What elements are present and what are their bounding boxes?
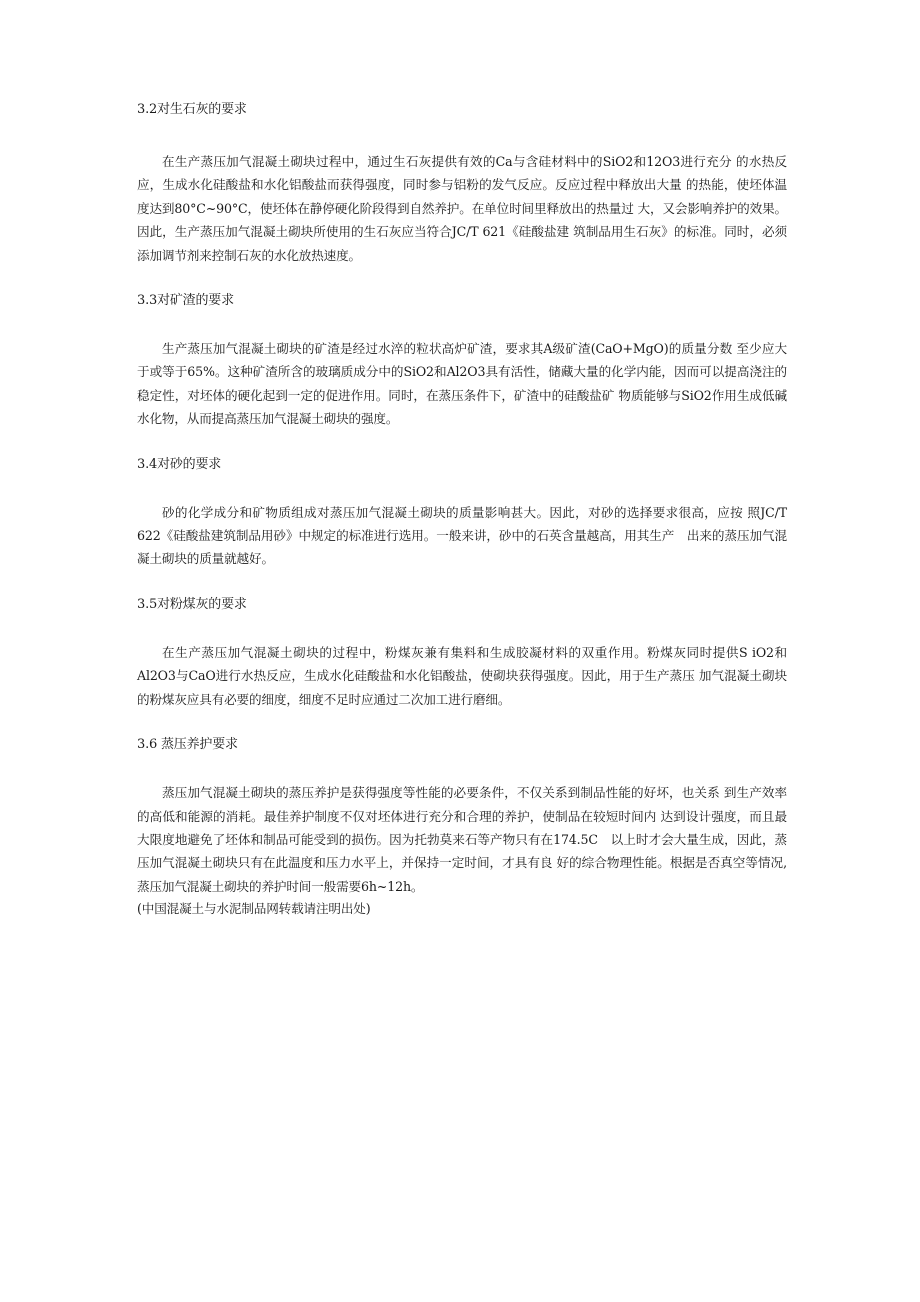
section-heading-3-3: 3.3对矿渣的要求 [137,293,234,309]
section-heading-3-2: 3.2对生石灰的要求 [137,102,247,117]
section-heading-3-4: 3.4对砂的要求 [137,456,222,472]
section-paragraph-3-4: 砂的化学成分和矿物质组成对蒸压加气混凝土砌块的质量影响甚大。因此，对砂的选择要求很高，应按 照JC/T 622《硅酸盐建筑制品用砂》中规定的标准进行选用。一般来讲，砂中的石英含量越高，用其生产 出来的蒸压加气混凝土砌块的质量就越好。 [137,504,800,567]
section-paragraph-3-5: 在生产蒸压加气混凝土砌块的过程中，粉煤灰兼有集料和生成胶凝材料的双重作用。粉煤灰同时提供S iO2和Al2O3与CaO进行水热反应，生成水化硅酸盐和水化铝酸盐，使砌块获得强度。因此，用于生产蒸压 加气混凝土砌块的粉煤灰应具有必要的细度，细度不足时应通过二次加工进行磨细。 [137,644,787,707]
source-note: (中国混凝土与水泥制品网转载请注明出处) [137,901,371,917]
section-paragraph-3-2: 在生产蒸压加气混凝土砌块过程中，通过生石灰提供有效的Ca与含硅材料中的SiO2和12O3进行充分 的水热反应，生成水化硅酸盐和水化铝酸盐而获得强度，同时参与铝粉的发气反应。反应过程中释放出大量 的热能，使坯体温度达到80°C~90°C，使坯体在静停硬化阶段得到自然养护。在单位时间里释放出的热量过 大，又会影响养护的效果。因此，生产蒸压加气混凝土砌块所使用的生石灰应当符合JC/T 621《硅酸盐建 筑制品用生石灰》的标准。同时，必须添加调节剂来控制石灰的水化放热速度。 [137,154,787,263]
section-paragraph-3-3: 生产蒸压加气混凝土砌块的矿渣是经过水淬的粒状高炉矿渣，要求其A级矿渣(CaO+MgO)的质量分数 至少应大于或等于65%。这种矿渣所含的玻璃质成分中的SiO2和Al2O3具有活性，储藏大量的化学内能，因而可以提高浇注的稳定性，对坯体的硬化起到一定的促进作用。同时，在蒸压条件下，矿渣中的硅酸盐矿 物质能够与SiO2作用生成低碱水化物，从而提高蒸压加气混凝土砌块的强度。 [137,341,787,427]
section-heading-3-5: 3.5对粉煤灰的要求 [137,596,247,612]
section-heading-3-6: 3.6 蒸压养护要求 [137,737,238,753]
section-paragraph-3-6: 蒸压加气混凝土砌块的蒸压养护是获得强度等性能的必要条件，不仅关系到制品性能的好坏，也关系 到生产效率的高低和能源的消耗。最佳养护制度不仅对坯体进行充分和合理的养护，使制品在较短时间内 达到设计强度，而且最大限度地避免了坯体和制品可能受到的损伤。因为托勃莫来石等产物只有在174.5C 以上时才会大量生成，因此，蒸压加气混凝土砌块只有在此温度和压力水平上，并保持一定时间，才具有良 好的综合物理性能。根据是否真空等情况,蒸压加气混凝土砌块的养护时间一般需要6h~12h。 [137,785,787,894]
document-body [137,100,800,920]
